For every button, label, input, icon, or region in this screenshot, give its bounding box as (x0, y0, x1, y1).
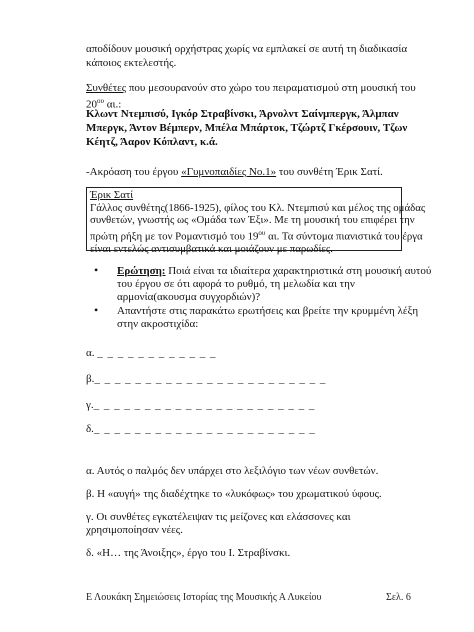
clue-a: α. Αυτός ο παλμός δεν υπάρχει στο λεξιλόγιο των νέων συνθετών. (86, 465, 379, 477)
question-bullet: • (94, 263, 99, 277)
acrostic-row-c-prefix: γ. (86, 399, 94, 411)
question-text-1: Ποιά είναι τα ιδιαίτερα χαρακτηριστικά στη μουσική αυτού (165, 265, 432, 277)
composer-names-line-1: Κλωντ Ντεμπισύ, Ιγκόρ Στραβίνσκι, Άρνολντ Σαίνμπεργκ, Άλμπαν (86, 108, 399, 120)
satie-box-line-3 (90, 227, 423, 243)
composer-names-line-2: Μπεργκ, Άντον Βέμπερν, Μπέλα Μπάρτοκ, Τζώρτζ Γκέρσουιν, Τζων (86, 122, 408, 134)
acrostic-row-d-blanks: _ _ _ _ _ _ _ _ _ _ _ _ _ _ _ _ _ _ _ _ _ _ (93, 423, 316, 435)
satie-box-line-4: είναι εντελώς αντισυμβατικά και μοιάζουν με παρωδίες. (90, 242, 333, 255)
question-line-2: του έργου σε ότι αφορά το ρυθμό, τη μελωδία και την (117, 278, 355, 290)
acrostic-row-b-prefix: β. (86, 373, 95, 385)
clue-d: δ. «Η… της Άνοιξης», έργο του Ι. Στραβίνσκι. (86, 547, 291, 559)
composers-century-sup: ου (97, 97, 104, 105)
satie-box-line-2: συνθετών, γνωστής ως «Ομάδα των Έξι». Με τη μουσική του επιφέρει την (90, 214, 415, 226)
composers-text-2: αι.: (103, 98, 122, 111)
acrostic-row-d-prefix: δ. (86, 423, 94, 435)
acrostic-row-d (86, 422, 316, 436)
satie-box-line-1: Γάλλος συνθέτης(1866-1925), φίλος του Κλ. Ντεμπισύ και μέλος της ομάδας (90, 201, 426, 214)
composers-century: 20 (86, 98, 97, 111)
listening-work: «Γυμνοπαιδίες Νο.1» (181, 166, 277, 178)
listening-line (86, 165, 383, 179)
composer-names-line-3: Κέητζ, Άαρον Κόπλαντ, κ.ά. (86, 136, 218, 148)
composers-intro (86, 81, 416, 95)
satie-info-box (86, 187, 426, 255)
clue-b: β. Η «αυγή» της διαδέχτηκε το «λυκόφως» του χρωματικού ύφους. (86, 488, 382, 500)
acrostic-row-a-blanks: _ _ _ _ _ _ _ _ _ _ _ _ (97, 347, 217, 359)
intro-line-2: κάποιος εκτελεστής. (86, 57, 177, 69)
acrostic-row-a (86, 346, 217, 360)
clue-c-line-1: γ. Οι συνθέτες εγκατέλειψαν τις μείζονες και ελάσσονες και (86, 511, 351, 523)
task-line-2: στην ακροστιχίδα: (117, 318, 199, 330)
acrostic-row-a-prefix: α. (86, 347, 95, 359)
task-line-1: Απαντήστε στις παρακάτω ερωτήσεις και βρείτε την κρυμμένη λέξη (117, 305, 419, 317)
question-line-3: αρμονία(ακουσμα συγχορδιών)? (117, 291, 261, 303)
clue-c-line-2: χρησιμοποίησαν νέες. (86, 524, 183, 536)
satie-box-century-sup: ου (258, 228, 266, 237)
listening-suffix: του συνθέτη Έρικ Σατί. (276, 166, 383, 178)
acrostic-row-c-blanks: _ _ _ _ _ _ _ _ _ _ _ _ _ _ _ _ _ _ _ _ _ _ (93, 399, 316, 411)
satie-box-title: Έρικ Σατί (90, 189, 134, 201)
intro-line-1: αποδίδουν μουσική ορχήστρας χωρίς να εμπλακεί σε αυτή τη διαδικασία (86, 43, 408, 55)
composers-label: Συνθέτες (86, 82, 127, 94)
task-bullet: • (94, 303, 99, 317)
acrostic-row-b-blanks: _ _ _ _ _ _ _ _ _ _ _ _ _ _ _ _ _ _ _ _ _ _ _ (94, 373, 327, 385)
composers-text-1: που μεσουρανούν στο χώρο του πειραματισμού στη μουσική του (126, 82, 416, 94)
acrostic-row-c (86, 398, 315, 412)
page-number: Σελ. 6 (386, 592, 411, 603)
question-line-1 (117, 264, 431, 278)
acrostic-row-b (86, 372, 326, 386)
satie-box-line-3a: πρώτη ρήξη με τον Ρομαντισμό του 19 (90, 230, 259, 243)
question-label: Ερώτηση: (117, 265, 166, 277)
satie-box-line-3b: αι. Τα σύντομα πιανιστικά του έργα (265, 230, 423, 243)
footer-title: Ε Λουκάκη Σημειώσεις Ιστορίας της Μουσικής Α Λυκείου (86, 592, 322, 603)
listening-prefix: -Ακρόαση του έργου (86, 166, 182, 178)
